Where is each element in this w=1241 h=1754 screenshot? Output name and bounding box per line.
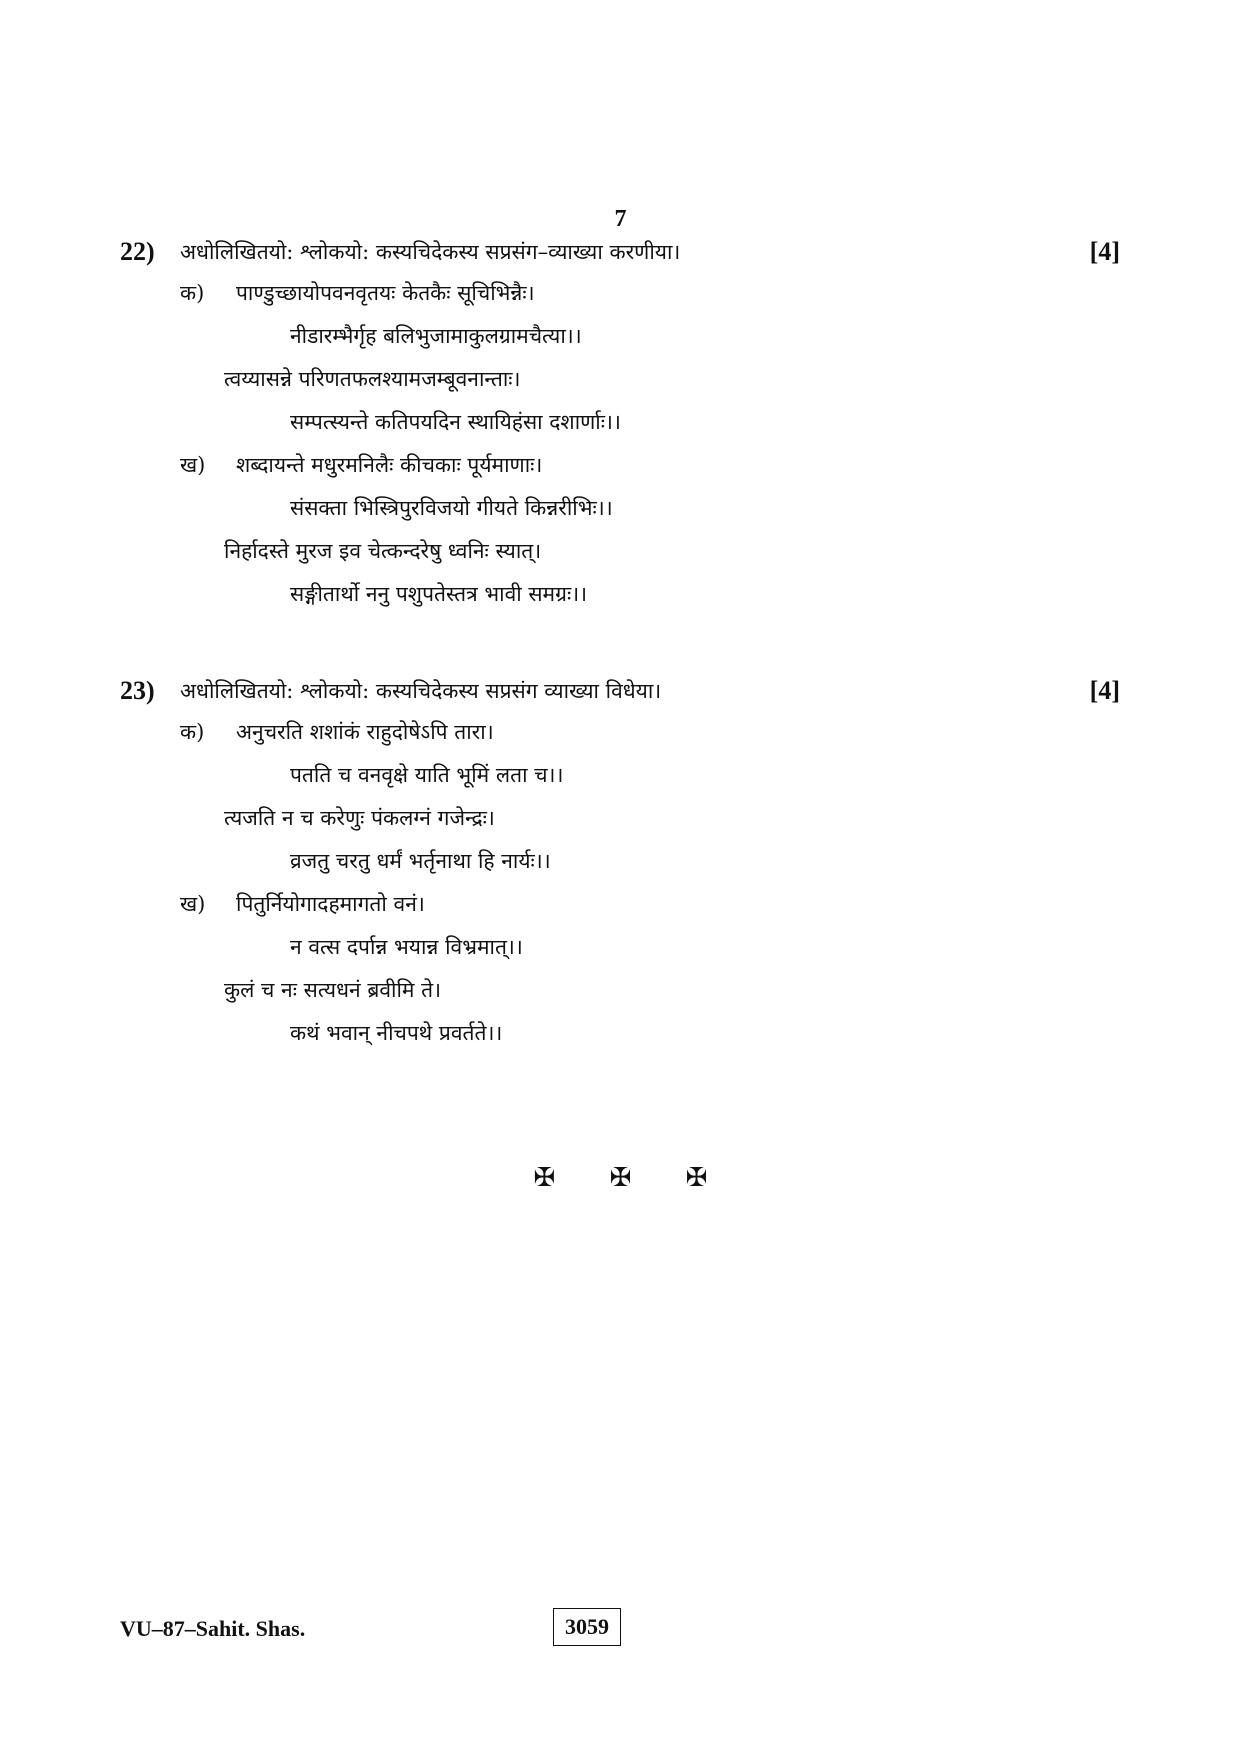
part-label: क) [180,720,205,744]
verse-text: कथं भवान् नीचपथे प्रवर्तते।। [290,1021,503,1045]
question-marks: [4] [1089,237,1120,266]
question-23 [120,671,1120,1055]
question-text: अधोलिखितयो: श्लोकयो: कस्यचिदेकस्य सप्रसंग–व्याख्या करणीया। [180,240,681,264]
verse-line [120,926,1120,969]
verse-text: संसक्ता भिस्त्रिपुरविजयो गीयते किन्नरीभिः।। [290,496,613,520]
question-22 [120,232,1120,616]
verse-line [120,1012,1120,1055]
part-label: ख) [180,453,206,477]
verse-line [120,711,1120,754]
question-text: अधोलिखितयो: श्लोकयो: कस्यचिदेकस्य सप्रसंग व्याख्या विधेया। [180,679,662,703]
verse-line [120,315,1120,358]
verse-text: अनुचरति शशांकं राहुदोषेऽपि तारा। [236,720,494,744]
part-label: क) [180,281,205,305]
verse-line [120,272,1120,315]
question-header [120,232,1120,272]
verse-line [120,573,1120,616]
verse-line [120,969,1120,1012]
verse-line [120,530,1120,573]
question-header [120,671,1120,711]
page-number: 7 [614,206,627,232]
footer-paper-code: VU–87–Sahit. Shas. [120,1616,306,1641]
maltese-cross-icon: ✠ [533,1163,556,1193]
verse-line [120,840,1120,883]
verse-text: सम्पत्स्यन्ते कतिपयदिन स्थायिहंसा दशार्णाः।। [290,410,621,434]
question-number: 23) [120,676,155,705]
verse-text: शब्दायन्ते मधुरमनिलैः कीचकाः पूर्यमाणाः। [236,453,543,477]
verse-text: नीडारम्भैर्गृह बलिभुजामाकुलग्रामचैत्या।। [290,324,582,348]
question-marks: [4] [1089,676,1120,705]
verse-line [120,754,1120,797]
verse-text: पितुर्नियोगादहमागतो वनं। [236,892,425,916]
question-number: 22) [120,237,155,266]
part-label: ख) [180,892,206,916]
end-ornaments [0,1163,1241,1193]
verse-text: कुलं च नः सत्यधनं ब्रवीमि ते। [224,978,442,1002]
verse-text: न वत्स दर्पान्न भयान्न विभ्रमात्।। [290,935,523,959]
verse-line [120,444,1120,487]
verse-text: त्वय्यासन्ने परिणतफलश्यामजम्बूवनान्ताः। [224,367,521,391]
verse-text: व्रजतु चरतु धर्मं भर्तृनाथा हि नार्यः।। [290,849,551,873]
footer-paper-number: 3059 [553,1608,621,1646]
verse-text: त्यजति न च करेणुः पंकलग्नं गजेन्द्रः। [224,806,495,830]
verse-line [120,883,1120,926]
verse-line [120,401,1120,444]
verse-text: पाण्डुच्छायोपवनवृतयः केतकैः सूचिभिन्नैः। [236,281,535,305]
verse-line [120,797,1120,840]
verse-line [120,358,1120,401]
maltese-cross-icon: ✠ [685,1163,708,1193]
maltese-cross-icon: ✠ [609,1163,632,1193]
verse-line [120,487,1120,530]
verse-text: निर्हादस्ते मुरज इव चेत्कन्दरेषु ध्वनिः स्यात्। [224,539,542,563]
verse-text: पतति च वनवृक्षे याति भूमिं लता च।। [290,763,564,787]
verse-text: सङ्गीतार्थो ननु पशुपतेस्तत्र भावी समग्रः।। [290,582,588,606]
